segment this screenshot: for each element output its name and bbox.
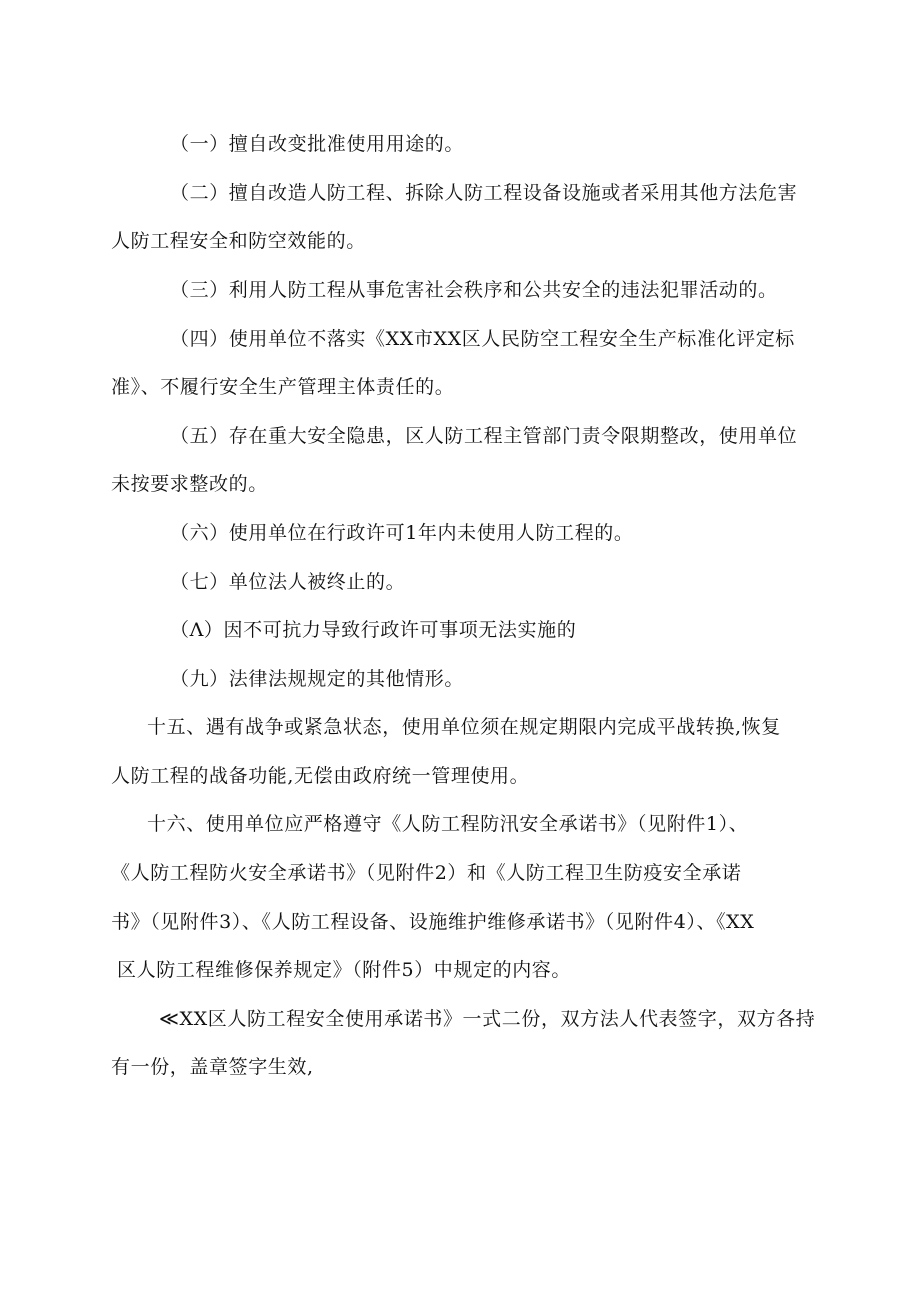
text-line: （Λ）因不可抗力导致行政许可事项无法实施的 (170, 619, 577, 641)
text-line: （四）使用单位不落实《XX市XX区人民防空工程安全生产标准化评定标 (170, 328, 795, 350)
text-line: 《人防工程防火安全承诺书》（见附件2）和《人防工程卫生防疫安全承诺 (111, 862, 742, 884)
text-line: ≪XX区人防工程安全使用承诺书》一式二份，双方法人代表签字，双方各持 (159, 1008, 816, 1030)
text-line: 十六、使用单位应严格遵守《人防工程防汛安全承诺书》（见附件1）、 (147, 813, 749, 835)
text-line: （二）擅自改造人防工程、拆除人防工程设备设施或者采用其他方法危害 (170, 182, 798, 204)
text-line: （三）利用人防工程从事危害社会秩序和公共安全的违法犯罪活动的。 (170, 279, 778, 301)
text-line: 人防工程安全和防空效能的。 (111, 230, 366, 252)
text-line: （六）使用单位在行政许可1年内未使用人防工程的。 (170, 522, 634, 544)
text-line: 未按要求整改的。 (111, 473, 268, 495)
text-line: （七）单位法人被终止的。 (170, 571, 406, 593)
text-line: 准》、不履行安全生产管理主体责任的。 (111, 376, 455, 398)
text-line: （九）法律法规规定的其他情形。 (170, 668, 465, 690)
text-line: 有一份，盖章签字生效, (111, 1056, 314, 1078)
text-line: （一）擅自改变批准使用用途的。 (170, 133, 465, 155)
text-line: 十五、遇有战争或紧急状态，使用单位须在规定期限内完成平战转换,恢复 (147, 716, 781, 738)
text-line: 区人防工程维修保养规定》（附件5）中规定的内容。 (117, 959, 571, 981)
text-line: 人防工程的战备功能,无偿由政府统一管理使用。 (111, 765, 530, 787)
text-line: （五）存在重大安全隐患，区人防工程主管部门责令限期整改，使用单位 (170, 425, 798, 447)
text-line: 书》（见附件3）、《人防工程设备、设施维护维修承诺书》（见附件4）、《XX (111, 911, 755, 933)
